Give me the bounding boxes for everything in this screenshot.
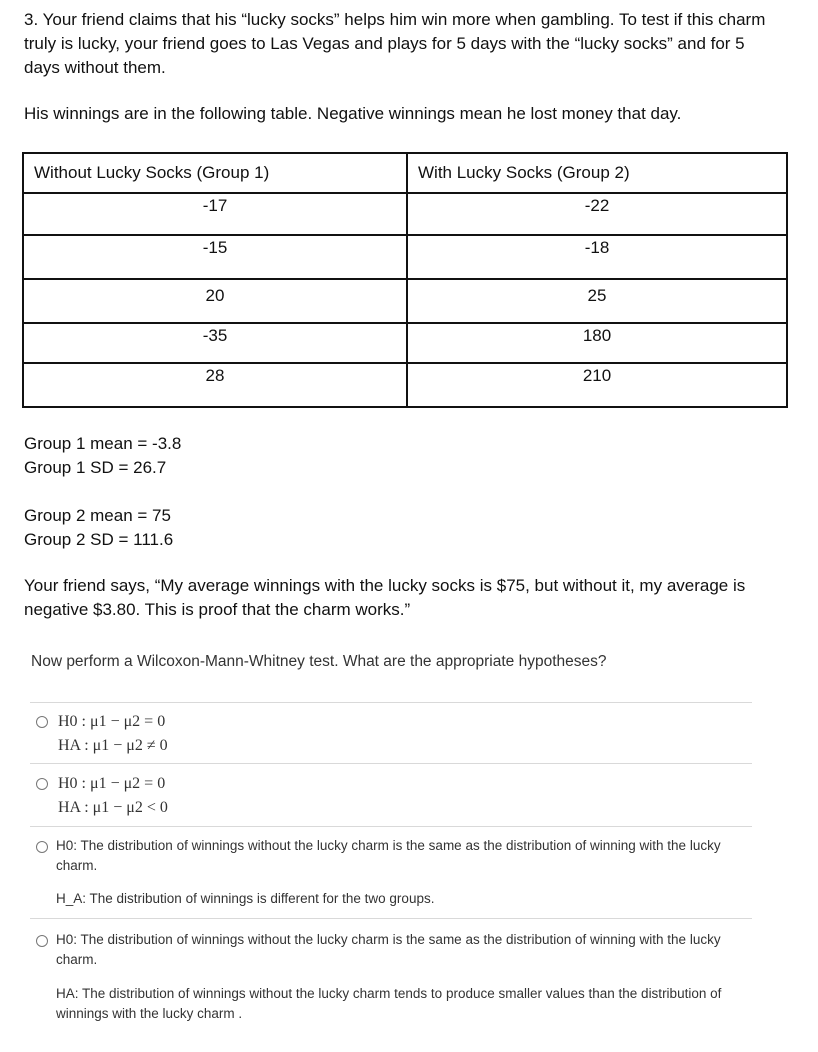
table-row (23, 235, 787, 279)
option-4-h0: H0: The distribution of winnings without the lucky charm is the same as the distribution of winning with the lucky charm. (56, 932, 721, 967)
table-row (23, 323, 787, 363)
table-cell: 28 (23, 363, 407, 407)
option-1-ha: HA : μ1 − μ2 ≠ 0 (58, 737, 168, 754)
table-cell: 180 (407, 323, 787, 363)
divider (30, 763, 752, 764)
group2-sd: Group 2 SD = 111.6 (24, 530, 174, 549)
winnings-table (22, 152, 788, 408)
table-cell: -35 (23, 323, 407, 363)
option-3-ha: H_A: The distribution of winnings is different for the two groups. (56, 891, 435, 906)
table-header-group-2: With Lucky Socks (Group 2) (407, 153, 787, 193)
divider (30, 826, 752, 827)
table-cell: 20 (23, 279, 407, 323)
divider (30, 702, 752, 703)
radio-button[interactable] (36, 935, 48, 947)
radio-button[interactable] (36, 716, 48, 728)
table-cell: -15 (23, 235, 407, 279)
table-header-group-1: Without Lucky Socks (Group 1) (23, 153, 407, 193)
table-cell: 25 (407, 279, 787, 323)
table-row (23, 363, 787, 407)
table-row (23, 193, 787, 235)
table-cell: -18 (407, 235, 787, 279)
option-3-h0: H0: The distribution of winnings without the lucky charm is the same as the distribution of winning with the lucky charm. (56, 838, 721, 873)
divider (30, 918, 752, 919)
option-4-ha: HA: The distribution of winnings without the lucky charm tends to produce smaller values than the distribution of winnings with the lucky charm . (56, 986, 722, 1021)
option-1-h0: H0 : μ1 − μ2 = 0 (58, 713, 166, 730)
table-cell: -22 (407, 193, 787, 235)
option-2-h0: H0 : μ1 − μ2 = 0 (58, 775, 166, 792)
group1-sd: Group 1 SD = 26.7 (24, 458, 167, 477)
table-intro: His winnings are in the following table. Negative winnings mean he lost money that day. (24, 104, 682, 123)
table-row (23, 279, 787, 323)
group2-mean: Group 2 mean = 75 (24, 506, 171, 525)
question-intro: 3. Your friend claims that his “lucky socks” helps him win more when gambling. To test if this charm truly is lucky, your friend goes to Las Vegas and plays for 5 days with the “lucky socks” and for 5 days without them. (24, 10, 766, 77)
table-cell: 210 (407, 363, 787, 407)
option-2-ha: HA : μ1 − μ2 < 0 (58, 799, 168, 816)
claim-text: Your friend says, “My average winnings with the lucky socks is $75, but without it, my average is negative $3.80. This is proof that the charm works.” (24, 576, 746, 619)
radio-button[interactable] (36, 841, 48, 853)
radio-button[interactable] (36, 778, 48, 790)
table-cell: -17 (23, 193, 407, 235)
question-prompt: Now perform a Wilcoxon-Mann-Whitney test. What are the appropriate hypotheses? (31, 653, 607, 670)
group1-mean: Group 1 mean = -3.8 (24, 434, 182, 453)
